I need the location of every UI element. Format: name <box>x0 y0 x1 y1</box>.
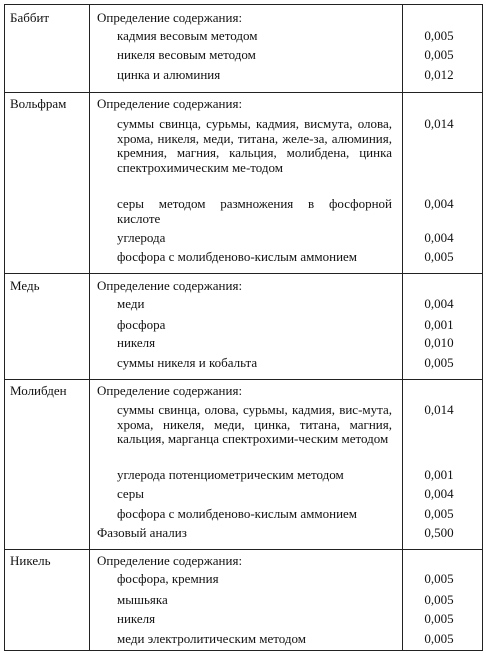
item-value: 0,010 <box>424 335 454 350</box>
item-value: 0,005 <box>424 28 454 43</box>
metal-name: Молибден <box>10 383 67 398</box>
item-value: 0,004 <box>424 296 454 311</box>
item-value: 0,014 <box>424 116 454 131</box>
column-divider <box>89 5 90 650</box>
metal-name: Медь <box>10 278 40 293</box>
determination-item: цинка и алюминия <box>117 67 221 82</box>
determination-item: кадмия весовым методом <box>117 28 258 43</box>
item-value: 0,004 <box>424 230 454 245</box>
determination-item: суммы никеля и кобальта <box>117 355 258 370</box>
determination-item: фосфора <box>117 317 166 332</box>
metal-name: Никель <box>10 553 51 568</box>
item-value: 0,004 <box>424 196 454 211</box>
item-value: 0,004 <box>424 486 454 501</box>
determination-item: суммы свинца, олова, сурьмы, кадмия, вис-мута, хрома, никеля, меди, цинка, титана, магния, кальция, марганца спектрохими-ческим методом <box>117 402 392 446</box>
determination-item: никеля весовым методом <box>117 47 256 62</box>
row-divider <box>5 92 482 93</box>
determination-item: меди <box>117 296 145 311</box>
item-value: 0,005 <box>424 631 454 646</box>
determination-item: фосфора с молибденово-кислым аммонием <box>117 506 358 521</box>
operation-heading: Определение содержания: <box>97 553 243 568</box>
row-divider <box>5 273 482 274</box>
determination-item: фосфора с молибденово-кислым аммонием <box>117 249 358 264</box>
determination-item: серы <box>117 486 144 501</box>
determination-item: суммы свинца, сурьмы, кадмия, висмута, олова, хрома, никеля, меди, титана, желе-за, алюминия, кремния, магния, кальция, молибдена, цинка спектрохимическим ме-тодом <box>117 116 392 175</box>
item-value: 0,001 <box>424 317 454 332</box>
item-value: 0,005 <box>424 611 454 626</box>
determination-item: углерода <box>117 230 166 245</box>
item-value: 0,005 <box>424 249 454 264</box>
item-value: 0,005 <box>424 47 454 62</box>
operation-heading: Определение содержания: <box>97 96 243 111</box>
item-value: 0,005 <box>424 592 454 607</box>
operation-heading: Определение содержания: <box>97 383 243 398</box>
item-value: 0,005 <box>424 355 454 370</box>
metal-name: Баббит <box>10 10 50 25</box>
determination-item: никеля <box>117 611 156 626</box>
item-value: 0,005 <box>424 506 454 521</box>
item-value: 0,005 <box>424 571 454 586</box>
determination-item: меди электролитическим методом <box>117 631 307 646</box>
item-value: 0,500 <box>424 525 454 540</box>
phase-analysis-label: Фазовый анализ <box>97 525 187 540</box>
determination-item: мышьяка <box>117 592 168 607</box>
row-divider <box>5 549 482 550</box>
row-divider <box>5 379 482 380</box>
operation-heading: Определение содержания: <box>97 10 243 25</box>
determination-item: углерода потенциометрическим методом <box>117 467 344 482</box>
analysis-table <box>4 4 483 651</box>
determination-item: фосфора, кремния <box>117 571 219 586</box>
metal-name: Вольфрам <box>10 96 67 111</box>
item-value: 0,001 <box>424 467 454 482</box>
operation-heading: Определение содержания: <box>97 278 243 293</box>
item-value: 0,014 <box>424 402 454 417</box>
determination-item: никеля <box>117 335 156 350</box>
item-value: 0,012 <box>424 67 454 82</box>
determination-item: серы методом размножения в фосфорной кислоте <box>117 196 392 226</box>
